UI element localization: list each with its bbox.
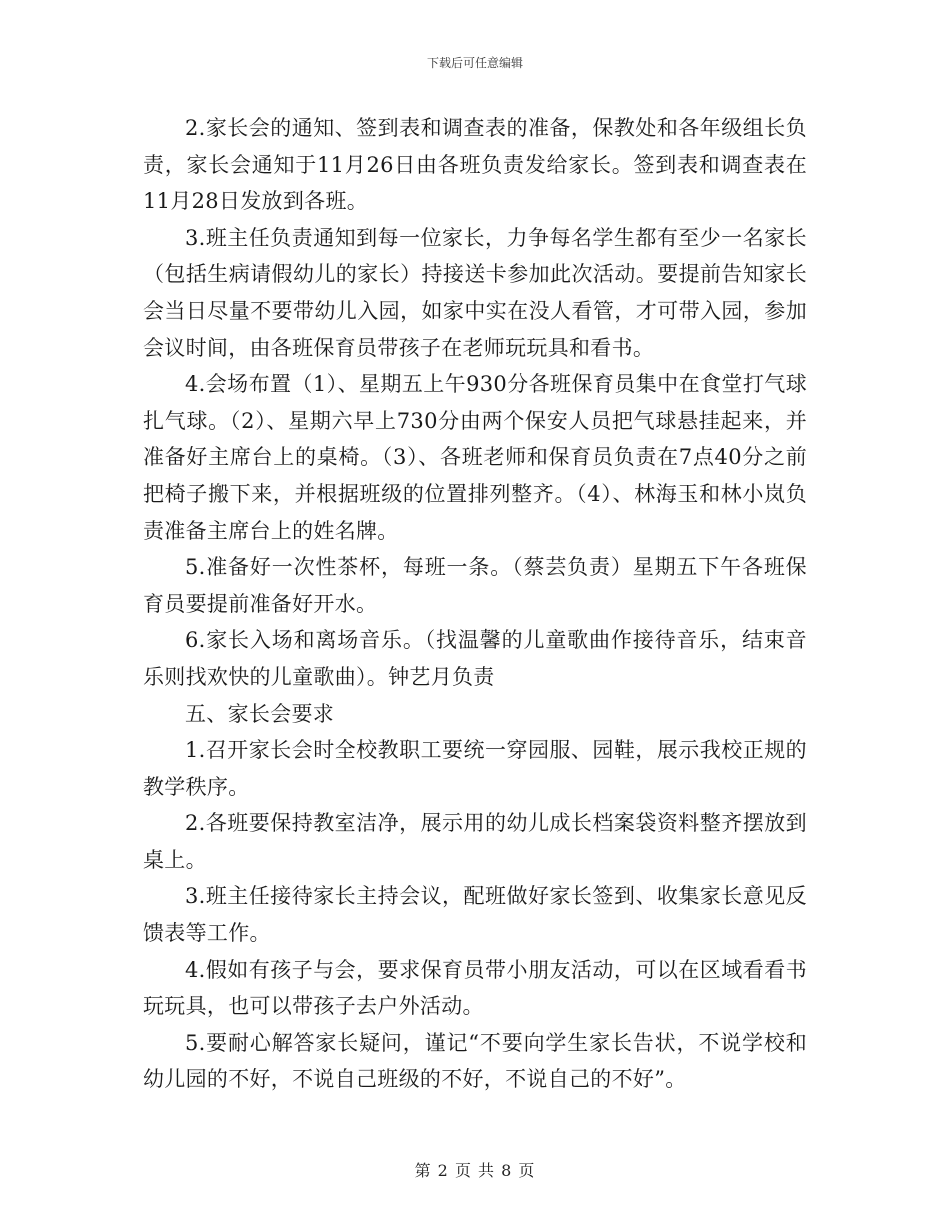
requirement-item-4: 4.假如有孩子与会，要求保育员带小朋友活动，可以在区域看看书玩玩具，也可以带孩子去户外活动。 [143,957,807,1019]
paragraph-item-3: 3.班主任负责通知到每一位家长，力争每名学生都有至少一名家长（包括生病请假幼儿的家长）持接送卡参加此次活动。要提前告知家长会当日尽量不要带幼儿入园，如家中实在没人看管，才可带入园，参加会议时间，由各班保育员带孩子在老师玩玩具和看书。 [143,225,807,360]
paragraph-item-2: 2.家长会的通知、签到表和调查表的准备，保教处和各年级组长负责，家长会通知于11月26日由各班负责发给家长。签到表和调查表在11月28日发放到各班。 [143,116,807,214]
requirement-item-2: 2.各班要保持教室洁净，展示用的幼儿成长档案袋资料整齐摆放到桌上。 [143,811,807,872]
requirement-item-1: 1.召开家长会时全校教职工要统一穿园服、园鞋，展示我校正规的教学秩序。 [143,738,807,799]
requirement-item-5: 5.要耐心解答家长疑问，谨记“不要向学生家长告状，不说学校和幼儿园的不好，不说自己班级的不好，不说自己的不好”。 [143,1030,807,1092]
requirement-item-3: 3.班主任接待家长主持会议，配班做好家长签到、收集家长意见反馈表等工作。 [143,884,807,946]
page-header: 下载后可任意编辑 [426,56,523,70]
page-footer: 第 2 页 共 8 页 [414,1161,536,1180]
document-body [143,110,807,1098]
paragraph-item-5: 5.准备好一次性茶杯，每班一条。（蔡芸负责）星期五下午各班保育员要提前准备好开水。 [143,555,807,616]
section-heading-requirements: 五、家长会要求 [185,701,335,726]
paragraph-item-4: 4.会场布置（1）、星期五上午930分各班保育员集中在食堂打气球扎气球。（2）、星期六早上730分由两个保安人员把气球悬挂起来，并准备好主席台上的桌椅。（3）、各班老师和保育员负责在7点40分之前把椅子搬下来，并根据班级的位置排列整齐。（4）、林海玉和林小岚负责准备主席台上的姓名牌。 [143,372,807,543]
paragraph-item-6: 6.家长入场和离场音乐。（找温馨的儿童歌曲作接待音乐，结束音乐则找欢快的儿童歌曲）。钟艺月负责 [143,628,807,689]
